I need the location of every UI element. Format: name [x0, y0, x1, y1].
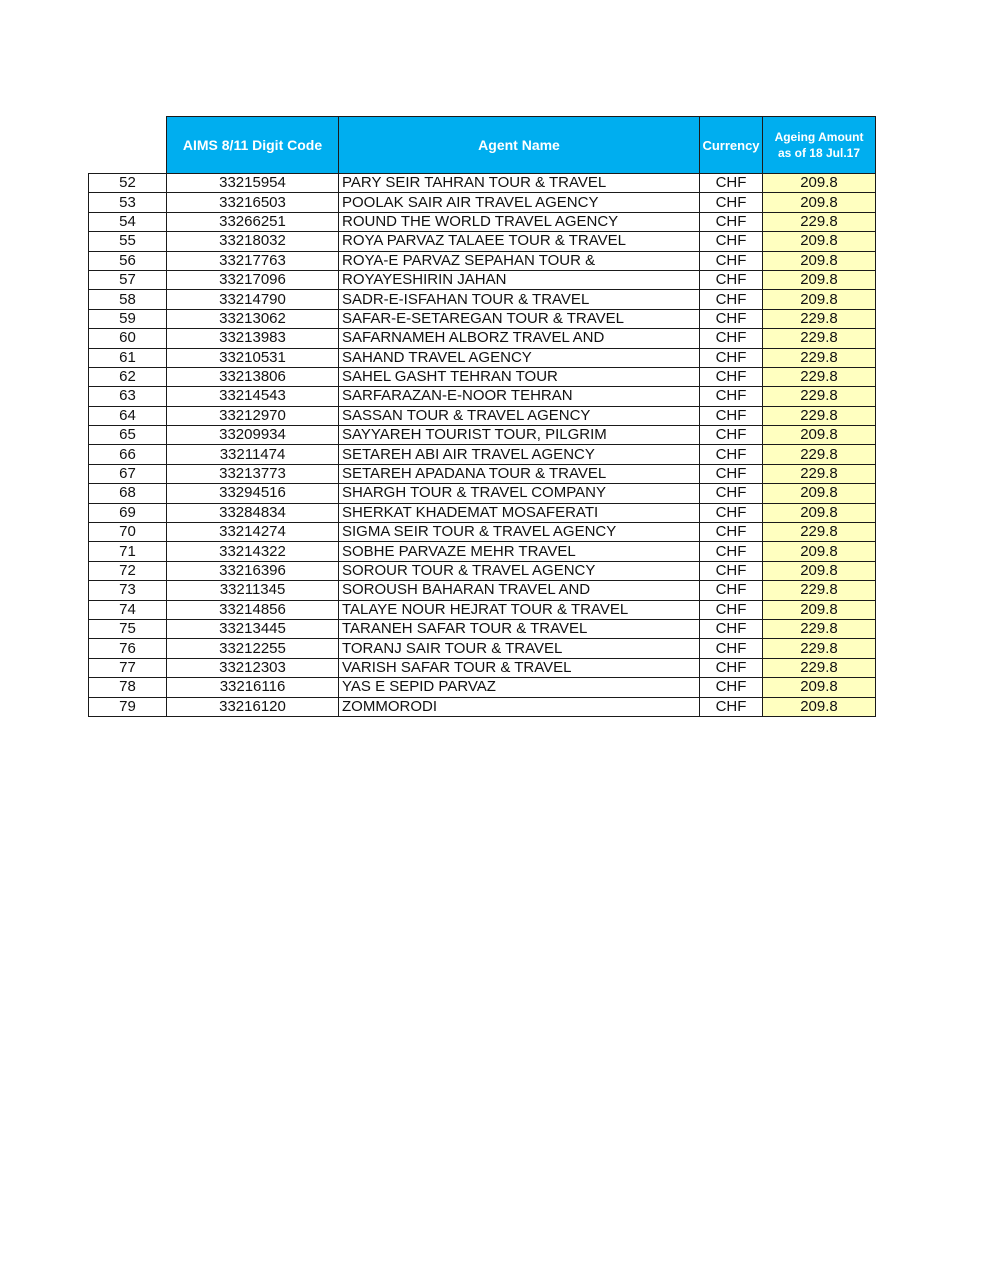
ageing-amount-cell: 229.8 [763, 619, 876, 638]
agent-ageing-table [88, 116, 876, 717]
table-row [89, 697, 876, 716]
aims-code-cell: 33212255 [167, 639, 339, 658]
currency-cell: CHF [700, 561, 763, 580]
ageing-amount-cell: 209.8 [763, 697, 876, 716]
row-number-cell: 72 [89, 561, 167, 580]
ageing-amount-cell: 209.8 [763, 484, 876, 503]
currency-cell: CHF [700, 523, 763, 542]
table-row [89, 523, 876, 542]
ageing-amount-cell: 229.8 [763, 464, 876, 483]
currency-cell: CHF [700, 697, 763, 716]
table-row [89, 270, 876, 289]
currency-cell: CHF [700, 270, 763, 289]
table-row [89, 251, 876, 270]
currency-cell: CHF [700, 174, 763, 193]
agent-name-cell: ROYA-E PARVAZ SEPAHAN TOUR & [339, 251, 700, 270]
ageing-amount-cell: 229.8 [763, 658, 876, 677]
ageing-amount-cell: 209.8 [763, 678, 876, 697]
aims-code-cell: 33216120 [167, 697, 339, 716]
agent-name-cell: ROYA PARVAZ TALAEE TOUR & TRAVEL [339, 232, 700, 251]
currency-cell: CHF [700, 290, 763, 309]
ageing-amount-cell: 209.8 [763, 542, 876, 561]
ageing-amount-cell: 209.8 [763, 193, 876, 212]
currency-cell: CHF [700, 309, 763, 328]
header-row [89, 117, 876, 174]
row-number-cell: 70 [89, 523, 167, 542]
ageing-amount-cell: 229.8 [763, 309, 876, 328]
agent-name-cell: SETAREH ABI AIR TRAVEL AGENCY [339, 445, 700, 464]
table-row [89, 387, 876, 406]
table-row [89, 600, 876, 619]
aims-code-cell: 33210531 [167, 348, 339, 367]
table-row [89, 193, 876, 212]
aims-code-cell: 33216503 [167, 193, 339, 212]
agent-name-cell: TARANEH SAFAR TOUR & TRAVEL [339, 619, 700, 638]
table-row [89, 678, 876, 697]
ageing-amount-cell: 229.8 [763, 212, 876, 231]
table-row [89, 329, 876, 348]
currency-cell: CHF [700, 484, 763, 503]
row-number-cell: 61 [89, 348, 167, 367]
table-row [89, 561, 876, 580]
currency-cell: CHF [700, 600, 763, 619]
agent-name-cell: TALAYE NOUR HEJRAT TOUR & TRAVEL [339, 600, 700, 619]
ageing-amount-cell: 229.8 [763, 329, 876, 348]
currency-cell: CHF [700, 658, 763, 677]
aims-code-cell: 33266251 [167, 212, 339, 231]
agent-name-cell: SARFARAZAN-E-NOOR TEHRAN [339, 387, 700, 406]
currency-cell: CHF [700, 639, 763, 658]
agent-name-cell: ZOMMORODI [339, 697, 700, 716]
table-body [89, 174, 876, 717]
agent-name-cell: VARISH SAFAR TOUR & TRAVEL [339, 658, 700, 677]
header-currency: Currency [700, 117, 763, 174]
aims-code-cell: 33212970 [167, 406, 339, 425]
row-number-cell: 66 [89, 445, 167, 464]
agent-name-cell: SOROUR TOUR & TRAVEL AGENCY [339, 561, 700, 580]
aims-code-cell: 33217763 [167, 251, 339, 270]
aims-code-cell: 33218032 [167, 232, 339, 251]
ageing-amount-cell: 229.8 [763, 367, 876, 386]
header-aims-code: AIMS 8/11 Digit Code [167, 117, 339, 174]
agent-name-cell: SAFAR-E-SETAREGAN TOUR & TRAVEL [339, 309, 700, 328]
aims-code-cell: 33214856 [167, 600, 339, 619]
table-row [89, 348, 876, 367]
table-row [89, 639, 876, 658]
ageing-amount-cell: 209.8 [763, 174, 876, 193]
aims-code-cell: 33214322 [167, 542, 339, 561]
table-row [89, 542, 876, 561]
agent-ageing-sheet [88, 116, 876, 717]
ageing-amount-cell: 229.8 [763, 445, 876, 464]
aims-code-cell: 33213983 [167, 329, 339, 348]
ageing-amount-cell: 229.8 [763, 523, 876, 542]
row-number-cell: 75 [89, 619, 167, 638]
agent-name-cell: ROYAYESHIRIN JAHAN [339, 270, 700, 289]
row-number-cell: 60 [89, 329, 167, 348]
ageing-amount-cell: 209.8 [763, 270, 876, 289]
agent-name-cell: SIGMA SEIR TOUR & TRAVEL AGENCY [339, 523, 700, 542]
ageing-amount-cell: 209.8 [763, 561, 876, 580]
ageing-amount-cell: 209.8 [763, 290, 876, 309]
agent-name-cell: TORANJ SAIR TOUR & TRAVEL [339, 639, 700, 658]
currency-cell: CHF [700, 232, 763, 251]
table-row [89, 406, 876, 425]
row-number-cell: 74 [89, 600, 167, 619]
row-number-cell: 78 [89, 678, 167, 697]
row-number-cell: 69 [89, 503, 167, 522]
ageing-amount-cell: 209.8 [763, 232, 876, 251]
aims-code-cell: 33213773 [167, 464, 339, 483]
table-row [89, 426, 876, 445]
aims-code-cell: 33214790 [167, 290, 339, 309]
header-ageing-amount [763, 117, 876, 174]
aims-code-cell: 33213062 [167, 309, 339, 328]
currency-cell: CHF [700, 367, 763, 386]
currency-cell: CHF [700, 251, 763, 270]
aims-code-cell: 33214274 [167, 523, 339, 542]
header-agent-name: Agent Name [339, 117, 700, 174]
agent-name-cell: POOLAK SAIR AIR TRAVEL AGENCY [339, 193, 700, 212]
row-number-cell: 79 [89, 697, 167, 716]
row-number-cell: 68 [89, 484, 167, 503]
row-number-cell: 73 [89, 581, 167, 600]
header-blank-cell [89, 117, 167, 174]
currency-cell: CHF [700, 406, 763, 425]
row-number-cell: 71 [89, 542, 167, 561]
row-number-cell: 59 [89, 309, 167, 328]
ageing-amount-cell: 229.8 [763, 639, 876, 658]
agent-name-cell: SHARGH TOUR & TRAVEL COMPANY [339, 484, 700, 503]
agent-name-cell: SAHAND TRAVEL AGENCY [339, 348, 700, 367]
row-number-cell: 63 [89, 387, 167, 406]
aims-code-cell: 33217096 [167, 270, 339, 289]
agent-name-cell: SOROUSH BAHARAN TRAVEL AND [339, 581, 700, 600]
row-number-cell: 53 [89, 193, 167, 212]
table-row [89, 212, 876, 231]
aims-code-cell: 33213445 [167, 619, 339, 638]
ageing-amount-cell: 209.8 [763, 600, 876, 619]
row-number-cell: 54 [89, 212, 167, 231]
ageing-amount-cell: 229.8 [763, 348, 876, 367]
currency-cell: CHF [700, 387, 763, 406]
currency-cell: CHF [700, 619, 763, 638]
aims-code-cell: 33214543 [167, 387, 339, 406]
aims-code-cell: 33215954 [167, 174, 339, 193]
table-row [89, 290, 876, 309]
table-row [89, 174, 876, 193]
aims-code-cell: 33212303 [167, 658, 339, 677]
aims-code-cell: 33211345 [167, 581, 339, 600]
row-number-cell: 65 [89, 426, 167, 445]
row-number-cell: 52 [89, 174, 167, 193]
currency-cell: CHF [700, 503, 763, 522]
table-row [89, 464, 876, 483]
agent-name-cell: ROUND THE WORLD TRAVEL AGENCY [339, 212, 700, 231]
currency-cell: CHF [700, 348, 763, 367]
currency-cell: CHF [700, 445, 763, 464]
agent-name-cell: SAHEL GASHT TEHRAN TOUR [339, 367, 700, 386]
table-row [89, 581, 876, 600]
header-ageing-amount-line2: as of 18 Jul.17 [777, 146, 861, 160]
table-row [89, 503, 876, 522]
aims-code-cell: 33213806 [167, 367, 339, 386]
agent-name-cell: SHERKAT KHADEMAT MOSAFERATI [339, 503, 700, 522]
ageing-amount-cell: 209.8 [763, 503, 876, 522]
table-row [89, 309, 876, 328]
row-number-cell: 67 [89, 464, 167, 483]
aims-code-cell: 33209934 [167, 426, 339, 445]
table-row [89, 658, 876, 677]
row-number-cell: 76 [89, 639, 167, 658]
currency-cell: CHF [700, 212, 763, 231]
agent-name-cell: SAFARNAMEH ALBORZ TRAVEL AND [339, 329, 700, 348]
agent-name-cell: SADR-E-ISFAHAN TOUR & TRAVEL [339, 290, 700, 309]
ageing-amount-cell: 229.8 [763, 406, 876, 425]
row-number-cell: 64 [89, 406, 167, 425]
table-header [89, 117, 876, 174]
aims-code-cell: 33216116 [167, 678, 339, 697]
aims-code-cell: 33294516 [167, 484, 339, 503]
table-row [89, 484, 876, 503]
ageing-amount-cell: 229.8 [763, 581, 876, 600]
table-row [89, 367, 876, 386]
agent-name-cell: SETAREH APADANA TOUR & TRAVEL [339, 464, 700, 483]
row-number-cell: 57 [89, 270, 167, 289]
currency-cell: CHF [700, 329, 763, 348]
table-row [89, 445, 876, 464]
currency-cell: CHF [700, 426, 763, 445]
aims-code-cell: 33211474 [167, 445, 339, 464]
currency-cell: CHF [700, 542, 763, 561]
table-row [89, 232, 876, 251]
agent-name-cell: SAYYAREH TOURIST TOUR, PILGRIM [339, 426, 700, 445]
row-number-cell: 77 [89, 658, 167, 677]
row-number-cell: 56 [89, 251, 167, 270]
currency-cell: CHF [700, 193, 763, 212]
currency-cell: CHF [700, 581, 763, 600]
row-number-cell: 55 [89, 232, 167, 251]
row-number-cell: 62 [89, 367, 167, 386]
table-row [89, 619, 876, 638]
ageing-amount-cell: 229.8 [763, 387, 876, 406]
agent-name-cell: SASSAN TOUR & TRAVEL AGENCY [339, 406, 700, 425]
ageing-amount-cell: 209.8 [763, 251, 876, 270]
agent-name-cell: PARY SEIR TAHRAN TOUR & TRAVEL [339, 174, 700, 193]
row-number-cell: 58 [89, 290, 167, 309]
currency-cell: CHF [700, 464, 763, 483]
ageing-amount-cell: 209.8 [763, 426, 876, 445]
agent-name-cell: SOBHE PARVAZE MEHR TRAVEL [339, 542, 700, 561]
currency-cell: CHF [700, 678, 763, 697]
aims-code-cell: 33284834 [167, 503, 339, 522]
aims-code-cell: 33216396 [167, 561, 339, 580]
header-ageing-amount-line1: Ageing Amount [774, 130, 864, 144]
agent-name-cell: YAS E SEPID PARVAZ [339, 678, 700, 697]
